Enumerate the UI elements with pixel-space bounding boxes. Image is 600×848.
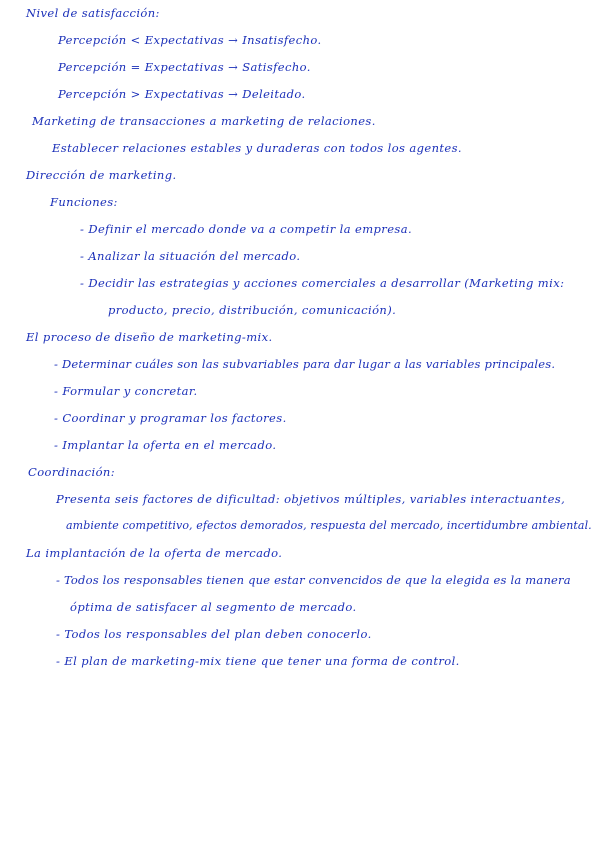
list-item: - El plan de marketing-mix tiene que tener una forma de control. xyxy=(56,654,460,668)
subheading-functions: Funciones: xyxy=(50,195,118,209)
list-item: - Todos los responsables tienen que estar convencidos de que la elegida es la manera xyxy=(56,573,571,587)
note-line: Percepción = Expectativas → Satisfecho. xyxy=(58,60,311,74)
note-line: Presenta seis factores de dificultad: objetivos múltiples, variables interactuantes, xyxy=(56,492,566,506)
heading-relationship-marketing: Marketing de transacciones a marketing de relaciones. xyxy=(32,114,376,128)
heading-offer-implementation: La implantación de la oferta de mercado. xyxy=(26,546,283,560)
note-line: Percepción < Expectativas → Insatisfecho. xyxy=(58,33,322,47)
list-item: - Analizar la situación del mercado. xyxy=(80,249,301,263)
list-item: - Decidir las estrategias y acciones comerciales a desarrollar (Marketing mix: xyxy=(80,276,565,290)
heading-satisfaction-level: Nivel de satisfacción: xyxy=(26,6,160,20)
heading-marketing-direction: Dirección de marketing. xyxy=(26,168,177,182)
list-item: - Determinar cuáles son las subvariables para dar lugar a las variables principales. xyxy=(54,357,556,371)
list-item: - Formular y concretar. xyxy=(54,384,198,398)
list-item: - Todos los responsables del plan deben conocerlo. xyxy=(56,627,372,641)
note-line: ambiente competitivo, efectos demorados, respuesta del mercado, incertidumbre ambiental. xyxy=(66,519,592,532)
note-line: Establecer relaciones estables y duraderas con todos los agentes. xyxy=(52,141,462,155)
list-item: - Coordinar y programar los factores. xyxy=(54,411,287,425)
list-item: - Implantar la oferta en el mercado. xyxy=(54,438,277,452)
heading-mix-design-process: El proceso de diseño de marketing-mix. xyxy=(26,330,273,344)
list-item: - Definir el mercado donde va a competir la empresa. xyxy=(80,222,413,236)
list-item-continuation: óptima de satisfacer al segmento de mercado. xyxy=(70,600,357,614)
note-line: Percepción > Expectativas → Deleitado. xyxy=(58,87,306,101)
heading-coordination: Coordinación: xyxy=(28,465,115,479)
list-item-continuation: producto, precio, distribución, comunicación). xyxy=(108,303,397,317)
